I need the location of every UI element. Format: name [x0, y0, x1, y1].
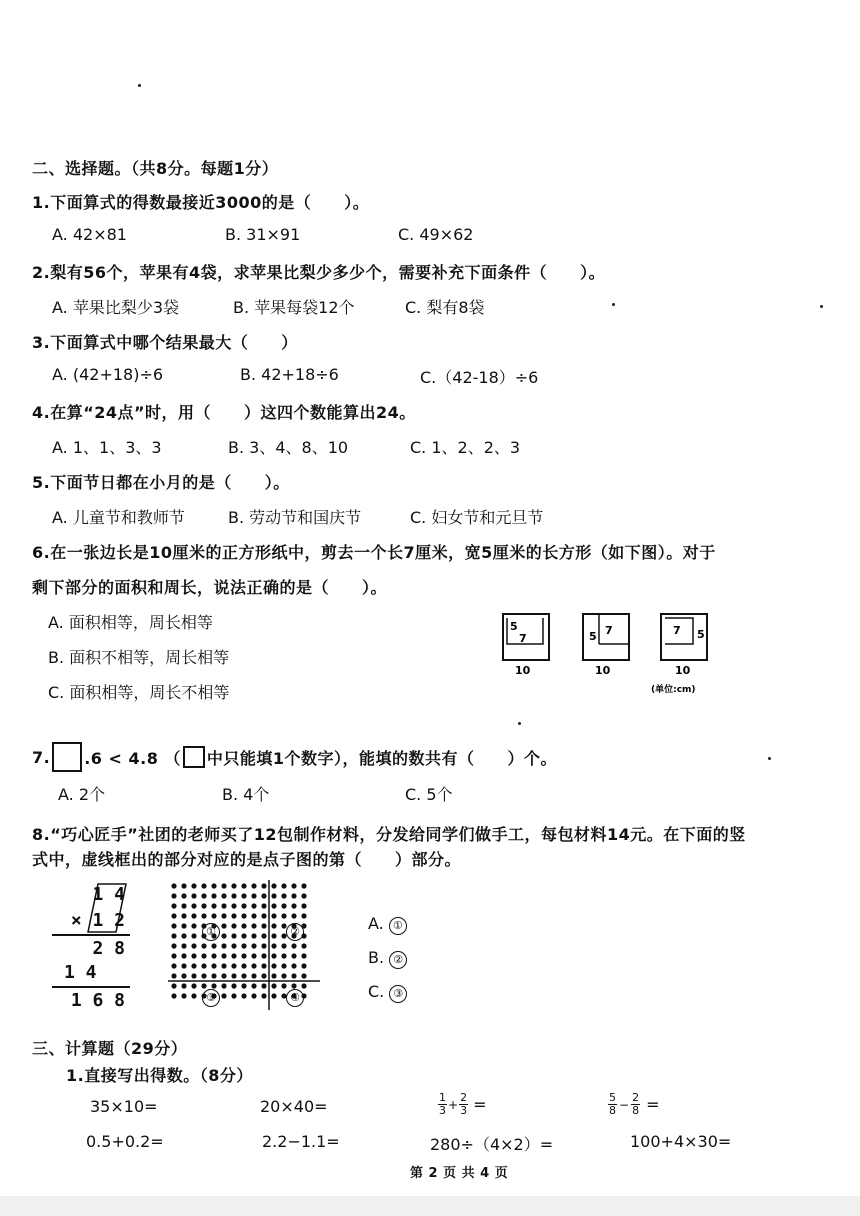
grid-dot: [271, 903, 276, 908]
q8-multiplier: × 1 2: [70, 910, 125, 931]
grid-dot: [231, 993, 236, 998]
grid-dot: [181, 933, 186, 938]
grid-dot: [211, 903, 216, 908]
grid-dot: [251, 973, 256, 978]
grid-dot: [251, 893, 256, 898]
grid-dot: [221, 963, 226, 968]
q3-option-b[interactable]: B. 42+18÷6: [240, 365, 339, 384]
grid-dot: [181, 993, 186, 998]
grid-dot: [191, 993, 196, 998]
grid-dot: [171, 883, 176, 888]
grid-dot: [201, 973, 206, 978]
grid-dot: [281, 913, 286, 918]
grid-dot: [301, 903, 306, 908]
grid-dot: [221, 903, 226, 908]
grid-dot: [231, 973, 236, 978]
q5-option-a[interactable]: A. 儿童节和教师节: [52, 508, 185, 527]
q4-option-c[interactable]: C. 1、2、2、3: [410, 438, 521, 457]
grid-dot: [231, 933, 236, 938]
q8-vertical-calc: [50, 880, 135, 1010]
grid-dot: [301, 963, 306, 968]
q1-stem: 1.下面算式的得数最接近3000的是（ ）。: [32, 193, 370, 212]
grid-dot: [241, 933, 246, 938]
q8-region-1-label: ①: [202, 920, 220, 941]
q6-figure-3: [661, 614, 707, 677]
grid-dot: [261, 923, 266, 928]
q7-option-c[interactable]: C. 5个: [405, 785, 453, 804]
q8-dashed-highlight: [86, 882, 130, 934]
grid-dot: [191, 883, 196, 888]
grid-dot: [191, 933, 196, 938]
scan-speck: [612, 303, 615, 306]
grid-dot: [251, 963, 256, 968]
svg-text:7: 7: [673, 624, 681, 637]
grid-dot: [231, 903, 236, 908]
grid-dot: [181, 983, 186, 988]
grid-dot: [301, 973, 306, 978]
grid-dot: [181, 943, 186, 948]
grid-dot: [261, 893, 266, 898]
grid-dot: [201, 963, 206, 968]
grid-dot: [301, 893, 306, 898]
page-footer: 第 2 页 共 4 页: [410, 1166, 509, 1181]
grid-dot: [251, 913, 256, 918]
grid-dot: [201, 943, 206, 948]
grid-dot: [271, 933, 276, 938]
grid-dot: [241, 963, 246, 968]
grid-dot: [191, 983, 196, 988]
grid-dot: [171, 953, 176, 958]
q8-stem-line1: 8.“巧心匠手”社团的老师买了12包制作材料，分发给同学们做手工，每包材料14元。在下面的竖: [32, 825, 746, 844]
grid-dot: [301, 953, 306, 958]
q1-option-a[interactable]: A. 42×81: [52, 225, 127, 244]
q5-option-c[interactable]: C. 妇女节和元旦节: [410, 508, 544, 527]
grid-dot: [251, 943, 256, 948]
grid-dot: [271, 953, 276, 958]
grid-dot: [261, 983, 266, 988]
svg-text:5: 5: [510, 620, 518, 633]
q6-option-c[interactable]: C. 面积相等，周长不相等: [48, 683, 230, 702]
grid-dot: [261, 913, 266, 918]
grid-dot: [261, 993, 266, 998]
grid-dot: [261, 973, 266, 978]
grid-dot: [181, 953, 186, 958]
q6-figure-1: [503, 614, 549, 677]
q4-stem: 4.在算“24点”时，用（ ）这四个数能算出24。: [32, 403, 416, 422]
grid-dot: [251, 923, 256, 928]
grid-dot: [171, 903, 176, 908]
grid-dot: [261, 903, 266, 908]
q1-option-b[interactable]: B. 31×91: [225, 225, 301, 244]
grid-dot: [281, 953, 286, 958]
calc-fraction-sub: $\frac{5}{8}$ − $\frac{2}{8}$ =: [609, 1091, 660, 1117]
calc-mixed: 100+4×30=: [630, 1132, 732, 1151]
grid-dot: [281, 943, 286, 948]
grid-dot: [261, 883, 266, 888]
grid-dot: [271, 973, 276, 978]
grid-dot: [271, 963, 276, 968]
grid-dot: [181, 973, 186, 978]
grid-dot: [221, 943, 226, 948]
grid-dot: [261, 963, 266, 968]
grid-dot: [271, 923, 276, 928]
q7-number: 7.: [32, 747, 51, 767]
grid-dot: [291, 943, 296, 948]
q3-option-c[interactable]: C.（42-18）÷6: [420, 368, 539, 387]
grid-dot: [181, 893, 186, 898]
grid-dot: [281, 963, 286, 968]
grid-dot: [231, 953, 236, 958]
q6-figures: [495, 608, 735, 698]
q8-partial-2: 1 4: [64, 962, 97, 983]
grid-dot: [231, 983, 236, 988]
q8-stem-line2: 式中，虚线框出的部分对应的是点子图的第（ ）部分。: [32, 850, 462, 869]
grid-dot: [171, 963, 176, 968]
grid-dot: [241, 913, 246, 918]
q3-option-a[interactable]: A. (42+18)÷6: [52, 365, 164, 384]
calc-fraction-add: $\frac{1}{3}$ + $\frac{2}{3}$ =: [439, 1091, 487, 1117]
grid-dot: [211, 973, 216, 978]
grid-dot: [221, 883, 226, 888]
q7-inline-box: [183, 746, 205, 768]
grid-dot: [261, 943, 266, 948]
grid-dot: [231, 913, 236, 918]
grid-dot: [211, 963, 216, 968]
grid-dot: [191, 913, 196, 918]
q2-option-b[interactable]: B. 苹果每袋12个: [233, 298, 355, 317]
grid-dot: [281, 893, 286, 898]
calc-35x10: 35×10=: [90, 1097, 158, 1116]
grid-dot: [231, 883, 236, 888]
grid-dot: [261, 953, 266, 958]
section-3-sub-1: 1.直接写出得数。（8分）: [66, 1066, 253, 1085]
grid-dot: [211, 883, 216, 888]
grid-dot: [271, 943, 276, 948]
grid-dot: [251, 883, 256, 888]
grid-dot: [201, 883, 206, 888]
svg-text:10: 10: [595, 664, 611, 677]
q1-option-c[interactable]: C. 49×62: [398, 225, 474, 244]
grid-dot: [291, 903, 296, 908]
grid-dot: [281, 883, 286, 888]
calc-decimal-add: 0.5+0.2=: [86, 1132, 164, 1151]
q4-option-a[interactable]: A. 1、1、3、3: [52, 438, 162, 457]
q6-unit-label: (单位:cm): [651, 685, 696, 695]
q8-option-a[interactable]: A. ①: [368, 914, 407, 935]
svg-text:7: 7: [605, 624, 613, 637]
grid-dot: [221, 973, 226, 978]
grid-dot: [301, 943, 306, 948]
grid-dot: [211, 913, 216, 918]
grid-dot: [171, 973, 176, 978]
grid-dot: [201, 893, 206, 898]
q6-option-a[interactable]: A. 面积相等，周长相等: [48, 613, 213, 632]
calc-decimal-sub: 2.2−1.1=: [262, 1132, 340, 1151]
grid-dot: [231, 963, 236, 968]
scan-speck: [138, 84, 141, 87]
grid-dot: [211, 943, 216, 948]
q8-region-4-label: ④: [286, 986, 304, 1007]
grid-dot: [181, 903, 186, 908]
q4-option-b[interactable]: B. 3、4、8、10: [228, 438, 349, 457]
grid-dot: [291, 963, 296, 968]
grid-dot: [181, 913, 186, 918]
svg-text:5: 5: [697, 628, 705, 641]
grid-dot: [221, 913, 226, 918]
q8-region-2-label: ②: [286, 920, 304, 941]
grid-dot: [191, 893, 196, 898]
q6-option-b[interactable]: B. 面积不相等，周长相等: [48, 648, 230, 667]
q7-answer-box[interactable]: [52, 742, 82, 772]
grid-dot: [171, 893, 176, 898]
q8-partial-1: 2 8: [92, 938, 125, 959]
section-2-title: 二、选择题。（共8分。每题1分）: [32, 159, 279, 178]
grid-dot: [181, 883, 186, 888]
grid-dot: [191, 953, 196, 958]
q7-option-b[interactable]: B. 4个: [222, 785, 270, 804]
grid-dot: [291, 883, 296, 888]
grid-dot: [281, 973, 286, 978]
grid-dot: [171, 983, 176, 988]
grid-dot: [221, 953, 226, 958]
grid-dot: [291, 973, 296, 978]
grid-dot: [271, 883, 276, 888]
grid-dot: [241, 903, 246, 908]
grid-dot: [171, 913, 176, 918]
grid-dot: [241, 923, 246, 928]
grid-dot: [221, 983, 226, 988]
grid-dot: [281, 903, 286, 908]
q7-stem: [32, 742, 557, 772]
grid-dot: [191, 923, 196, 928]
grid-dot: [211, 953, 216, 958]
grid-dot: [301, 883, 306, 888]
svg-text:10: 10: [675, 664, 691, 677]
q7-rest: 中只能填1个数字），能填的数共有（ ）个。: [206, 748, 558, 768]
q5-option-b[interactable]: B. 劳动节和国庆节: [228, 508, 362, 527]
grid-dot: [291, 893, 296, 898]
grid-dot: [191, 943, 196, 948]
grid-dot: [241, 883, 246, 888]
grid-dot: [241, 973, 246, 978]
grid-dot: [251, 953, 256, 958]
grid-dot: [271, 993, 276, 998]
grid-dot: [241, 953, 246, 958]
grid-dot: [201, 953, 206, 958]
scan-speck: [820, 305, 823, 308]
grid-dot: [231, 923, 236, 928]
q8-multiplicand: 1 4: [92, 884, 125, 905]
grid-dot: [201, 913, 206, 918]
grid-dot: [231, 893, 236, 898]
svg-text:7: 7: [519, 632, 527, 645]
grid-dot: [301, 913, 306, 918]
grid-dot: [191, 973, 196, 978]
grid-dot: [171, 993, 176, 998]
grid-dot: [251, 993, 256, 998]
grid-dot: [201, 903, 206, 908]
q2-option-a[interactable]: A. 苹果比梨少3袋: [52, 298, 180, 317]
q6-stem-line1: 6.在一张边长是10厘米的正方形纸中，剪去一个长7厘米，宽5厘米的长方形（如下图）。对于: [32, 543, 716, 562]
grid-dot: [291, 913, 296, 918]
grid-dot: [251, 903, 256, 908]
q7-inequality: .6 < 4.8 （: [84, 748, 181, 768]
grid-dot: [221, 993, 226, 998]
grid-dot: [251, 933, 256, 938]
q2-option-c[interactable]: C. 梨有8袋: [405, 298, 485, 317]
grid-dot: [251, 983, 256, 988]
grid-dot: [221, 893, 226, 898]
grid-dot: [221, 933, 226, 938]
grid-dot: [191, 903, 196, 908]
grid-dot: [241, 893, 246, 898]
section-3-title: 三、计算题（29分）: [32, 1039, 188, 1058]
grid-dot: [171, 923, 176, 928]
q8-option-b[interactable]: B. ②: [368, 948, 407, 969]
q8-region-3-label: ③: [202, 986, 220, 1007]
svg-text:10: 10: [515, 664, 531, 677]
calc-20x40: 20×40=: [260, 1097, 328, 1116]
svg-text:5: 5: [589, 630, 597, 643]
grid-dot: [181, 963, 186, 968]
grid-dot: [171, 933, 176, 938]
grid-dot: [271, 983, 276, 988]
grid-dot: [211, 893, 216, 898]
scan-speck: [518, 722, 521, 725]
grid-dot: [171, 943, 176, 948]
grid-dot: [221, 923, 226, 928]
scan-speck: [768, 757, 771, 760]
page-bottom-band: [0, 1196, 860, 1216]
grid-dot: [241, 993, 246, 998]
q5-stem: 5.下面节日都在小月的是（ ）。: [32, 473, 290, 492]
grid-dot: [261, 933, 266, 938]
q3-stem: 3.下面算式中哪个结果最大（ ）: [32, 333, 298, 352]
q7-option-a[interactable]: A. 2个: [58, 785, 106, 804]
q6-stem-line2: 剩下部分的面积和周长，说法正确的是（ ）。: [32, 578, 388, 597]
grid-dot: [291, 953, 296, 958]
grid-dot: [241, 943, 246, 948]
calc-division: 280÷（4×2）=: [430, 1135, 554, 1154]
grid-dot: [231, 943, 236, 948]
q6-figure-2: [583, 614, 629, 677]
grid-dot: [271, 913, 276, 918]
q2-stem: 2.梨有56个，苹果有4袋，求苹果比梨少多少个，需要补充下面条件（ ）。: [32, 263, 606, 282]
grid-dot: [271, 893, 276, 898]
q8-option-c[interactable]: C. ③: [368, 982, 407, 1003]
q8-result: 1 6 8: [70, 990, 125, 1011]
grid-dot: [191, 963, 196, 968]
grid-dot: [181, 923, 186, 928]
grid-dot: [241, 983, 246, 988]
